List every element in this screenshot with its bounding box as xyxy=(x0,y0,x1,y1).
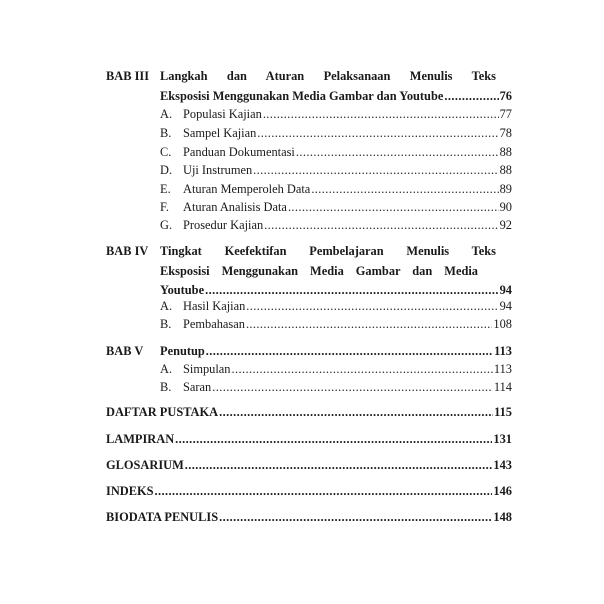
toc-entry[interactable] xyxy=(183,298,512,314)
toc-entry[interactable] xyxy=(106,509,512,525)
toc-entry[interactable] xyxy=(183,379,512,395)
entry-title: LAMPIRAN xyxy=(106,432,175,446)
toc-entry[interactable] xyxy=(183,361,512,377)
dot-leader xyxy=(206,343,493,359)
item-letter: C. xyxy=(160,145,172,159)
toc-entry[interactable] xyxy=(183,162,512,178)
item-letter: A. xyxy=(160,299,173,313)
page-number: 88 xyxy=(499,163,512,177)
entry-title: Simpulan xyxy=(183,362,231,376)
dot-leader xyxy=(296,144,499,160)
page-number: 113 xyxy=(493,362,512,376)
page-number: 131 xyxy=(493,432,512,446)
item-letter: D. xyxy=(160,163,173,177)
entry-title: Aturan Memperoleh Data xyxy=(183,182,311,196)
dot-leader xyxy=(205,282,499,298)
page-number: 148 xyxy=(493,510,512,524)
item-letter: F. xyxy=(160,200,169,214)
dot-leader xyxy=(311,181,498,197)
entry-title: Hasil Kajian xyxy=(183,299,246,313)
chapter-label: BAB III xyxy=(106,69,150,83)
toc-entry[interactable] xyxy=(160,282,512,298)
dot-leader xyxy=(155,483,493,499)
page-number: 89 xyxy=(499,182,512,196)
dot-leader xyxy=(212,379,493,395)
dot-leader xyxy=(219,404,493,420)
chapter-title-line: Langkah dan Aturan Pelaksanaan Menulis Teks xyxy=(160,69,496,83)
page-number: 90 xyxy=(499,200,512,214)
entry-title: Prosedur Kajian xyxy=(183,218,264,232)
dot-leader xyxy=(232,361,493,377)
item-letter: B. xyxy=(160,380,172,394)
entry-title: Sampel Kajian xyxy=(183,126,257,140)
toc-entry[interactable] xyxy=(183,125,512,141)
page-number: 88 xyxy=(499,145,512,159)
entry-title: Saran xyxy=(183,380,212,394)
dot-leader xyxy=(246,298,498,314)
page-number: 94 xyxy=(499,283,512,297)
entry-title: INDEKS xyxy=(106,484,154,498)
toc-entry[interactable] xyxy=(106,457,512,473)
entry-title: Panduan Dokumentasi xyxy=(183,145,295,159)
dot-leader xyxy=(246,316,492,332)
toc-entry[interactable] xyxy=(183,181,512,197)
item-letter: A. xyxy=(160,107,173,121)
dot-leader xyxy=(263,106,499,122)
page-number: 78 xyxy=(499,126,512,140)
toc-entry[interactable] xyxy=(183,316,512,332)
chapter-title-line: Eksposisi Menggunakan Media Gambar dan Media xyxy=(160,264,478,278)
page-number: 92 xyxy=(499,218,512,232)
page-number: 76 xyxy=(499,89,512,103)
entry-title: Uji Instrumen xyxy=(183,163,253,177)
page-number: 115 xyxy=(494,405,512,419)
toc-entry[interactable] xyxy=(183,106,512,122)
item-letter: B. xyxy=(160,126,172,140)
page-number: 114 xyxy=(493,380,512,394)
page-number: 113 xyxy=(494,344,512,358)
item-letter: B. xyxy=(160,317,172,331)
page-number: 94 xyxy=(499,299,512,313)
chapter-title-line: Eksposisi Menggunakan Media Gambar dan Youtube xyxy=(160,89,444,103)
entry-title: Populasi Kajian xyxy=(183,107,262,121)
item-letter: A. xyxy=(160,362,173,376)
toc-entry[interactable] xyxy=(106,483,512,499)
chapter-title-line: Tingkat Keefektifan Pembelajaran Menulis Teks xyxy=(160,244,496,258)
page-number: 77 xyxy=(499,107,512,121)
entry-title: Pembahasan xyxy=(183,317,245,331)
entry-title: Aturan Analisis Data xyxy=(183,200,287,214)
entry-title: GLOSARIUM xyxy=(106,458,184,472)
dot-leader xyxy=(264,217,498,233)
dot-leader xyxy=(175,431,492,447)
page-number: 146 xyxy=(493,484,512,498)
toc-entry[interactable] xyxy=(183,199,512,215)
toc-entry[interactable] xyxy=(183,144,512,160)
toc-entry[interactable] xyxy=(106,404,512,420)
dot-leader xyxy=(253,162,498,178)
item-letter: E. xyxy=(160,182,171,196)
dot-leader xyxy=(219,509,492,525)
toc-entry[interactable] xyxy=(160,343,512,359)
chapter-label: BAB V xyxy=(106,344,144,358)
dot-leader xyxy=(257,125,498,141)
item-letter: G. xyxy=(160,218,173,232)
toc-entry[interactable] xyxy=(183,217,512,233)
entry-title: BIODATA PENULIS xyxy=(106,510,219,524)
entry-title: DAFTAR PUSTAKA xyxy=(106,405,219,419)
page-number: 143 xyxy=(493,458,512,472)
chapter-title-line: Youtube xyxy=(160,283,205,297)
page-number: 108 xyxy=(493,317,512,331)
dot-leader xyxy=(444,88,498,104)
toc-entry[interactable] xyxy=(160,88,512,104)
chapter-label: BAB IV xyxy=(106,244,149,258)
toc-entry[interactable] xyxy=(106,431,512,447)
chapter-title: Penutup xyxy=(160,344,205,358)
dot-leader xyxy=(288,199,499,215)
dot-leader xyxy=(185,457,493,473)
